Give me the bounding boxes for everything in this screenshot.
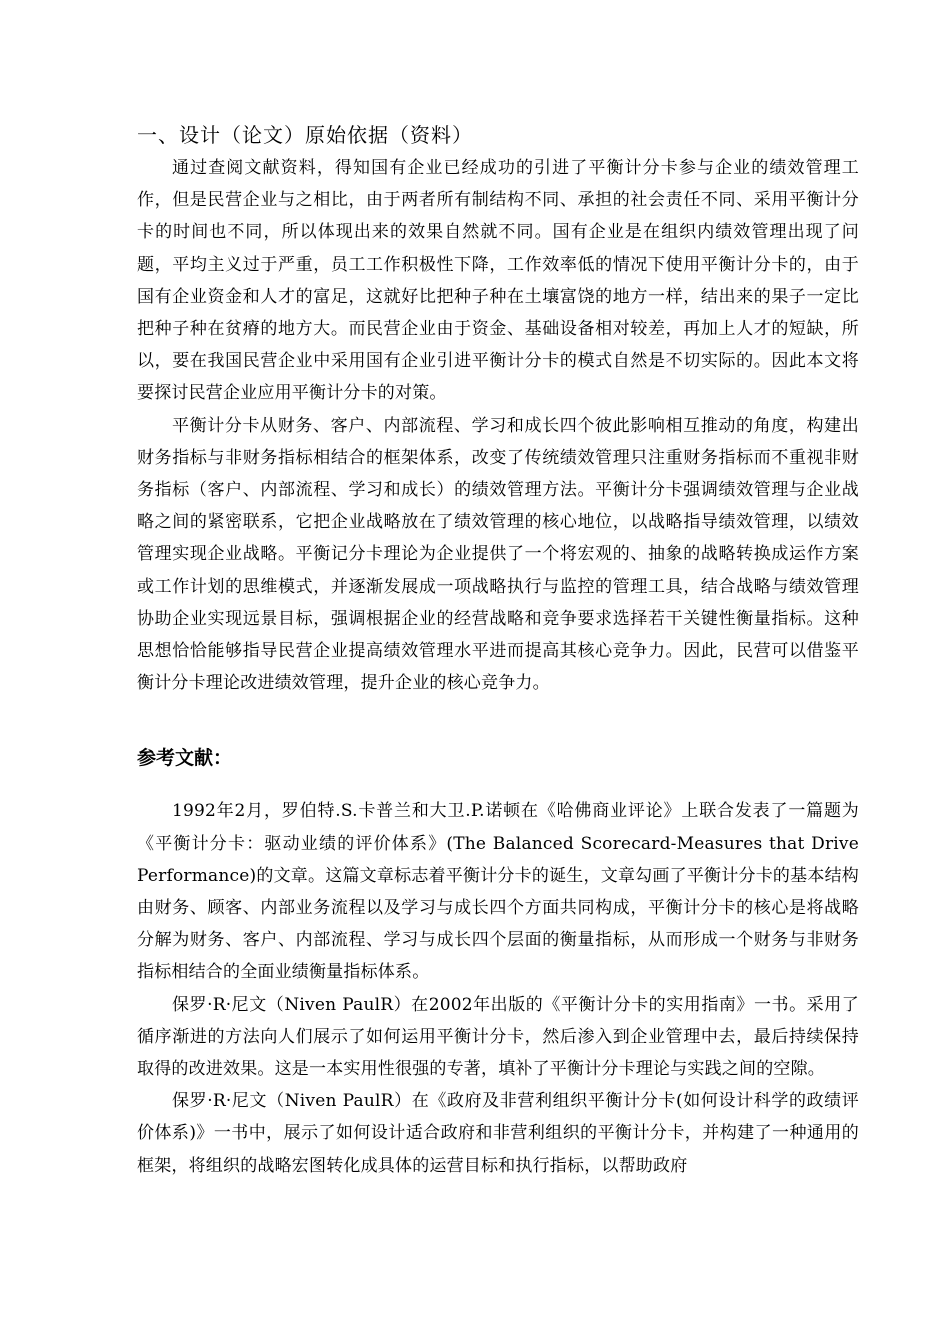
paragraph: 通过查阅文献资料，得知国有企业已经成功的引进了平衡计分卡参与企业的绩效管理工作，但是民营企业与之相比，由于两者所有制结构不同、承担的社会责任不同、采用平衡计分卡的时间也不同，所以体现出来的效果自然就不同。国有企业是在组织内绩效管理出现了问题，平均主义过于严重，员工工作积极性下降，工作效率低的情况下使用平衡计分卡的，由于国有企业资金和人才的富足，这就好比把种子种在土壤富饶的地方一样，结出来的果子一定比把种子种在贫瘠的地方大。而民营企业由于资金、基础设备相对较差，再加上人才的短缺，所以，要在我国民营企业中采用国有企业引进平衡计分卡的模式自然是不切实际的。因此本文将要探讨民营企业应用平衡计分卡的对策。 [137,158,859,404]
paragraph: 平衡计分卡从财务、客户、内部流程、学习和成长四个彼此影响相互推动的角度，构建出财务指标与非财务指标相结合的框架体系，改变了传统绩效管理只注重财务指标而不重视非财务指标（客户、内部流程、学习和成长）的绩效管理方法。平衡计分卡强调绩效管理与企业战略之间的紧密联系，它把企业战略放在了绩效管理的核心地位，以战略指导绩效管理，以绩效管理实现企业战略。平衡记分卡理论为企业提供了一个将宏观的、抽象的战略转换成运作方案或工作计划的思维模式，并逐渐发展成一项战略执行与监控的管理工具，结合战略与绩效管理协助企业实现远景目标，强调根据企业的经营战略和竞争要求选择若干关键性衡量指标。这种思想恰恰能够指导民营企业提高绩效管理水平进而提高其核心竞争力。因此，民营可以借鉴平衡计分卡理论改进绩效管理，提升企业的核心竞争力。 [137,415,859,694]
reference-paragraph: 保罗·R·尼文（Niven PaulR）在《政府及非营利组织平衡计分卡(如何设计科学的政绩评价体系)》一书中，展示了如何设计适合政府和非营利组织的平衡计分卡，并构建了一种通用的框架，将组织的战略宏图转化成具体的运营目标和执行指标，以帮助政府 [137,1091,859,1176]
reference-paragraph: 保罗·R·尼文（Niven PaulR）在2002年出版的《平衡计分卡的实用指南》一书。采用了循序渐进的方法向人们展示了如何运用平衡计分卡，然后渗入到企业管理中去，最后持续保持取得的改进效果。这是一本实用性很强的专著，填补了平衡计分卡理论与实践之间的空隙。 [137,994,859,1080]
page-content [137,118,859,1182]
references-title: 参考文献： [137,747,233,770]
reference-paragraph: 1992年2月，罗伯特.S.卡普兰和大卫.P.诺顿在《哈佛商业评论》上联合发表了一篇题为《平衡计分卡：驱动业绩的评价体系》(The Balanced Scorecard-Measures that Drive Performance)的文章。这篇文章标志着平衡计分卡的诞生，文章勾画了平衡计分卡的基本结构由财务、顾客、内部业务流程以及学习与成长四个方面共同构成，平衡计分卡的核心是将战略分解为财务、客户、内部流程、学习与成长四个层面的衡量指标，从而形成一个财务与非财务指标相结合的全面业绩衡量指标体系。 [137,801,859,983]
references-list [137,795,859,1181]
section-title: 一、设计（论文）原始依据（资料） [137,123,473,147]
